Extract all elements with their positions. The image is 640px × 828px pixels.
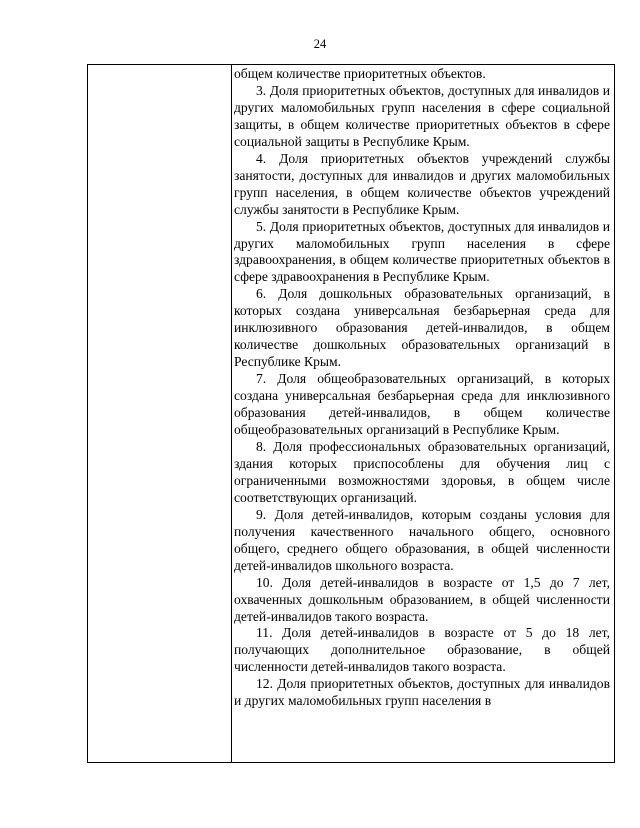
indicator-paragraph: 11. Доля детей-инвалидов в возрасте от 5 до 18 лет, получающих дополнительное образование, в общей численности детей-инвалидов такого возраста.	[234, 625, 610, 675]
indicator-paragraph: 7. Доля общеобразовательных организаций, в которых создана универсальная безбарьерная среда для инклюзивного образования детей-инвалидов, в общем количестве общеобразовательных организаций в Республике Крым.	[234, 371, 610, 438]
column-divider	[231, 65, 232, 762]
left-cell	[88, 65, 231, 762]
indicator-paragraph: 10. Доля детей-инвалидов в возрасте от 1,5 до 7 лет, охваченных дошкольным образованием, в общей численности детей-инвалидов такого возраста.	[234, 574, 610, 624]
indicator-paragraph: 8. Доля профессиональных образовательных организаций, здания которых приспособлены для обучения лиц с ограниченными возможностями здоровья, в общем числе соответствующих организаций.	[234, 438, 610, 505]
indicator-paragraph: общем количестве приоритетных объектов.	[234, 66, 486, 81]
indicator-list-cell	[234, 66, 610, 710]
indicator-paragraph: 4. Доля приоритетных объектов учреждений службы занятости, доступных для инвалидов и других маломобильных групп населения, в общем количестве объектов учреждений службы занятости в Республике Крым.	[234, 150, 610, 217]
indicator-paragraph: 9. Доля детей-инвалидов, которым созданы условия для получения качественного начального общего, основного общего, среднего общего образования, в общей численности детей-инвалидов школьного возраста.	[234, 506, 610, 573]
indicator-paragraph: 6. Доля дошкольных образовательных организаций, в которых создана универсальная безбарьерная среда для инклюзивного образования детей-инвалидов, в общем количестве дошкольных образовательных организаций в Республике Крым.	[234, 286, 610, 370]
document-table	[87, 64, 615, 763]
indicator-paragraph: 12. Доля приоритетных объектов, доступных для инвалидов и других маломобильных групп населения в	[234, 676, 610, 709]
indicator-paragraph: 3. Доля приоритетных объектов, доступных для инвалидов и других маломобильных групп населения в сфере социальной защиты, в общем количестве приоритетных объектов в сфере социальной защиты в Республике Крым.	[234, 82, 610, 149]
page-number: 24	[313, 37, 327, 51]
indicator-paragraph: 5. Доля приоритетных объектов, доступных для инвалидов и других маломобильных групп населения в сфере здравоохранения, в общем количестве приоритетных объектов в сфере здравоохранения в Республике Крым.	[234, 218, 610, 285]
